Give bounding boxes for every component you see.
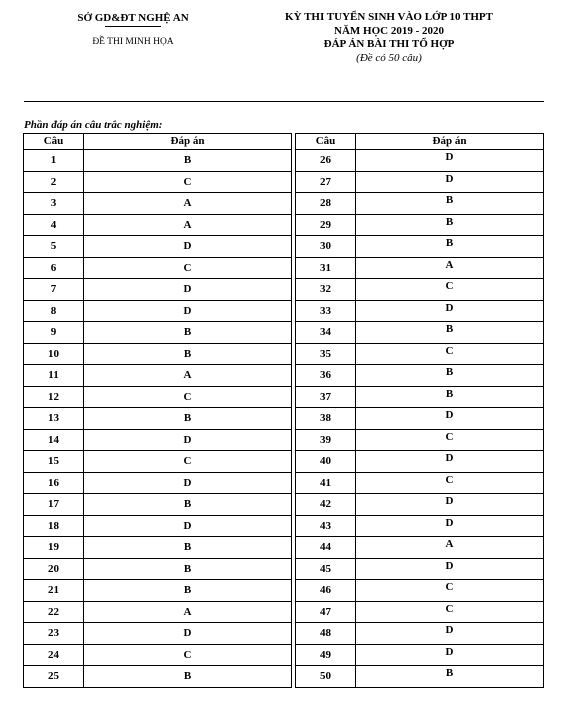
answer-key-title: ĐÁP ÁN BÀI THI TỔ HỢP <box>323 38 455 50</box>
question-count-note: (Đề có 50 câu) <box>356 51 422 64</box>
question-number: 44 <box>296 537 356 559</box>
answer-letter: B <box>356 214 544 236</box>
table-row <box>296 343 544 365</box>
question-number: 5 <box>24 236 84 258</box>
answer-table-right <box>295 133 544 688</box>
table-row <box>24 257 292 279</box>
answer-letter: B <box>84 580 292 602</box>
column-header-question: Câu <box>24 134 84 150</box>
answer-letter: C <box>84 171 292 193</box>
table-row <box>296 150 544 172</box>
answer-table-left <box>23 133 292 688</box>
answer-letter: C <box>84 451 292 473</box>
answer-letter: A <box>356 537 544 559</box>
question-number: 2 <box>24 171 84 193</box>
header-underline <box>105 26 161 27</box>
table-row <box>296 214 544 236</box>
question-number: 22 <box>24 601 84 623</box>
question-number: 8 <box>24 300 84 322</box>
table-row <box>24 171 292 193</box>
table-row <box>24 494 292 516</box>
answer-letter: C <box>84 386 292 408</box>
table-row <box>24 236 292 258</box>
question-number: 9 <box>24 322 84 344</box>
table-row <box>296 386 544 408</box>
answer-letter: C <box>356 343 544 365</box>
answer-letter: B <box>356 386 544 408</box>
question-number: 48 <box>296 623 356 645</box>
answer-letter: A <box>356 257 544 279</box>
question-number: 29 <box>296 214 356 236</box>
answer-letter: C <box>356 580 544 602</box>
table-row <box>296 171 544 193</box>
table-row <box>24 193 292 215</box>
answer-letter: D <box>356 494 544 516</box>
answer-letter: D <box>84 515 292 537</box>
answer-letter: D <box>356 558 544 580</box>
answer-letter: D <box>356 171 544 193</box>
answer-letter: B <box>356 236 544 258</box>
table-row <box>296 623 544 645</box>
table-row <box>296 580 544 602</box>
table-row <box>296 408 544 430</box>
question-number: 46 <box>296 580 356 602</box>
answer-letter: D <box>84 623 292 645</box>
header-left <box>48 11 218 48</box>
table-row <box>296 193 544 215</box>
question-number: 21 <box>24 580 84 602</box>
answer-letter: B <box>356 365 544 387</box>
answer-letter: D <box>356 150 544 172</box>
table-row <box>24 429 292 451</box>
answer-letter: B <box>84 558 292 580</box>
column-header-answer: Đáp án <box>84 134 292 150</box>
question-number: 38 <box>296 408 356 430</box>
answer-letter: B <box>84 494 292 516</box>
table-row <box>24 558 292 580</box>
answer-letter: B <box>356 322 544 344</box>
table-row <box>296 365 544 387</box>
question-number: 20 <box>24 558 84 580</box>
table-row <box>296 279 544 301</box>
header-right <box>258 11 520 65</box>
table-row <box>296 558 544 580</box>
question-number: 6 <box>24 257 84 279</box>
question-number: 18 <box>24 515 84 537</box>
answer-letter: D <box>356 408 544 430</box>
table-row <box>24 537 292 559</box>
answer-letter: D <box>84 429 292 451</box>
school-year: NĂM HỌC 2019 - 2020 <box>334 24 444 37</box>
answer-letter: D <box>356 451 544 473</box>
table-row <box>24 472 292 494</box>
question-number: 35 <box>296 343 356 365</box>
answer-letter: D <box>84 279 292 301</box>
answer-letter: A <box>84 193 292 215</box>
question-number: 32 <box>296 279 356 301</box>
answer-letter: B <box>84 322 292 344</box>
question-number: 11 <box>24 365 84 387</box>
table-row <box>24 365 292 387</box>
answer-letter: D <box>356 644 544 666</box>
question-number: 36 <box>296 365 356 387</box>
question-number: 41 <box>296 472 356 494</box>
answer-letter: B <box>84 666 292 688</box>
answer-letter: B <box>84 343 292 365</box>
question-number: 28 <box>296 193 356 215</box>
table-row <box>296 515 544 537</box>
question-number: 42 <box>296 494 356 516</box>
table-row <box>296 494 544 516</box>
answer-letter: D <box>356 623 544 645</box>
table-row <box>24 451 292 473</box>
answer-letter: D <box>356 300 544 322</box>
question-number: 40 <box>296 451 356 473</box>
question-number: 25 <box>24 666 84 688</box>
question-number: 30 <box>296 236 356 258</box>
divider-line <box>24 101 544 102</box>
question-number: 19 <box>24 537 84 559</box>
table-row <box>24 214 292 236</box>
question-number: 31 <box>296 257 356 279</box>
table-row <box>24 408 292 430</box>
table-row <box>296 644 544 666</box>
table-row <box>24 666 292 688</box>
question-number: 50 <box>296 666 356 688</box>
question-number: 1 <box>24 150 84 172</box>
table-row <box>296 429 544 451</box>
table-row <box>24 580 292 602</box>
section-caption: Phần đáp án câu trắc nghiệm: <box>24 119 163 131</box>
table-row <box>24 644 292 666</box>
question-number: 10 <box>24 343 84 365</box>
answer-letter: A <box>84 601 292 623</box>
column-header-answer: Đáp án <box>356 134 544 150</box>
answer-letter: D <box>84 472 292 494</box>
question-number: 24 <box>24 644 84 666</box>
table-row <box>296 322 544 344</box>
question-number: 3 <box>24 193 84 215</box>
question-number: 37 <box>296 386 356 408</box>
question-number: 7 <box>24 279 84 301</box>
question-number: 49 <box>296 644 356 666</box>
table-row <box>24 386 292 408</box>
answer-letter: C <box>356 429 544 451</box>
question-number: 39 <box>296 429 356 451</box>
table-row <box>296 451 544 473</box>
question-number: 17 <box>24 494 84 516</box>
answer-letter: A <box>84 365 292 387</box>
question-number: 26 <box>296 150 356 172</box>
answer-letter: D <box>356 515 544 537</box>
table-row <box>24 601 292 623</box>
answer-letter: B <box>84 408 292 430</box>
answer-letter: C <box>356 279 544 301</box>
table-row <box>296 300 544 322</box>
answer-letter: B <box>356 666 544 688</box>
question-number: 16 <box>24 472 84 494</box>
table-row <box>24 150 292 172</box>
table-row <box>24 343 292 365</box>
table-row <box>296 472 544 494</box>
table-row <box>296 537 544 559</box>
exam-type: ĐỀ THI MINH HỌA <box>92 37 174 47</box>
answer-letter: A <box>84 214 292 236</box>
table-row <box>24 623 292 645</box>
answer-letter: C <box>356 601 544 623</box>
table-row <box>24 322 292 344</box>
answer-letter: C <box>84 644 292 666</box>
answer-letter: C <box>84 257 292 279</box>
question-number: 34 <box>296 322 356 344</box>
table-row <box>296 257 544 279</box>
question-number: 15 <box>24 451 84 473</box>
question-number: 4 <box>24 214 84 236</box>
answer-letter: C <box>356 472 544 494</box>
column-header-question: Câu <box>296 134 356 150</box>
question-number: 27 <box>296 171 356 193</box>
question-number: 43 <box>296 515 356 537</box>
table-row <box>24 515 292 537</box>
table-row <box>296 666 544 688</box>
question-number: 12 <box>24 386 84 408</box>
answer-letter: D <box>84 300 292 322</box>
exam-title: KỲ THI TUYỂN SINH VÀO LỚP 10 THPT <box>285 11 493 23</box>
question-number: 14 <box>24 429 84 451</box>
table-row <box>296 601 544 623</box>
question-number: 33 <box>296 300 356 322</box>
answer-letter: B <box>356 193 544 215</box>
answer-letter: D <box>84 236 292 258</box>
question-number: 47 <box>296 601 356 623</box>
answer-letter: B <box>84 537 292 559</box>
answer-letter: B <box>84 150 292 172</box>
table-row <box>24 300 292 322</box>
table-row <box>24 279 292 301</box>
question-number: 23 <box>24 623 84 645</box>
table-row <box>296 236 544 258</box>
department-name: SỞ GD&ĐT NGHỆ AN <box>77 12 189 24</box>
question-number: 13 <box>24 408 84 430</box>
question-number: 45 <box>296 558 356 580</box>
